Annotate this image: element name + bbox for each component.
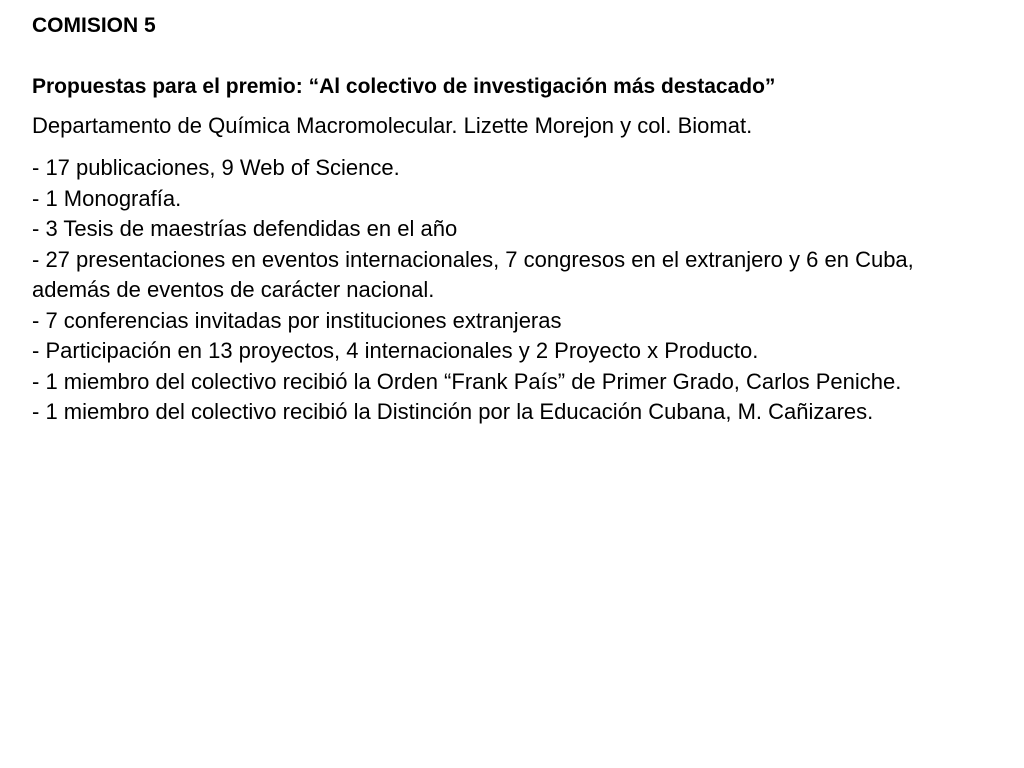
department-line: Departamento de Química Macromolecular. Lizette Morejon y col. Biomat. [32, 113, 753, 138]
list-item: - 27 presentaciones en eventos internacionales, 7 congresos en el extranjero y 6 en Cuba, además de eventos de carácter nacional. [32, 246, 914, 302]
list-item: - 7 conferencias invitadas por instituciones extranjeras [32, 307, 562, 333]
list-item: - 3 Tesis de maestrías defendidas en el año [32, 216, 458, 241]
achievements-list [32, 153, 992, 428]
list-item: - 1 Monografía. [32, 185, 182, 211]
award-title: Propuestas para el premio: “Al colectivo de investigación más destacado” [32, 75, 776, 98]
commission-heading: COMISION 5 [32, 14, 156, 37]
list-item: - Participación en 13 proyectos, 4 internacionales y 2 Proyecto x Producto. [32, 338, 759, 363]
list-item: - 1 miembro del colectivo recibió la Distinción por la Educación Cubana, M. Cañizares. [32, 399, 874, 424]
list-item: - 17 publicaciones, 9 Web of Science. [32, 155, 400, 180]
slide-content [32, 12, 992, 428]
list-item: - 1 miembro del colectivo recibió la Orden “Frank País” de Primer Grado, Carlos Peniche. [32, 368, 902, 394]
